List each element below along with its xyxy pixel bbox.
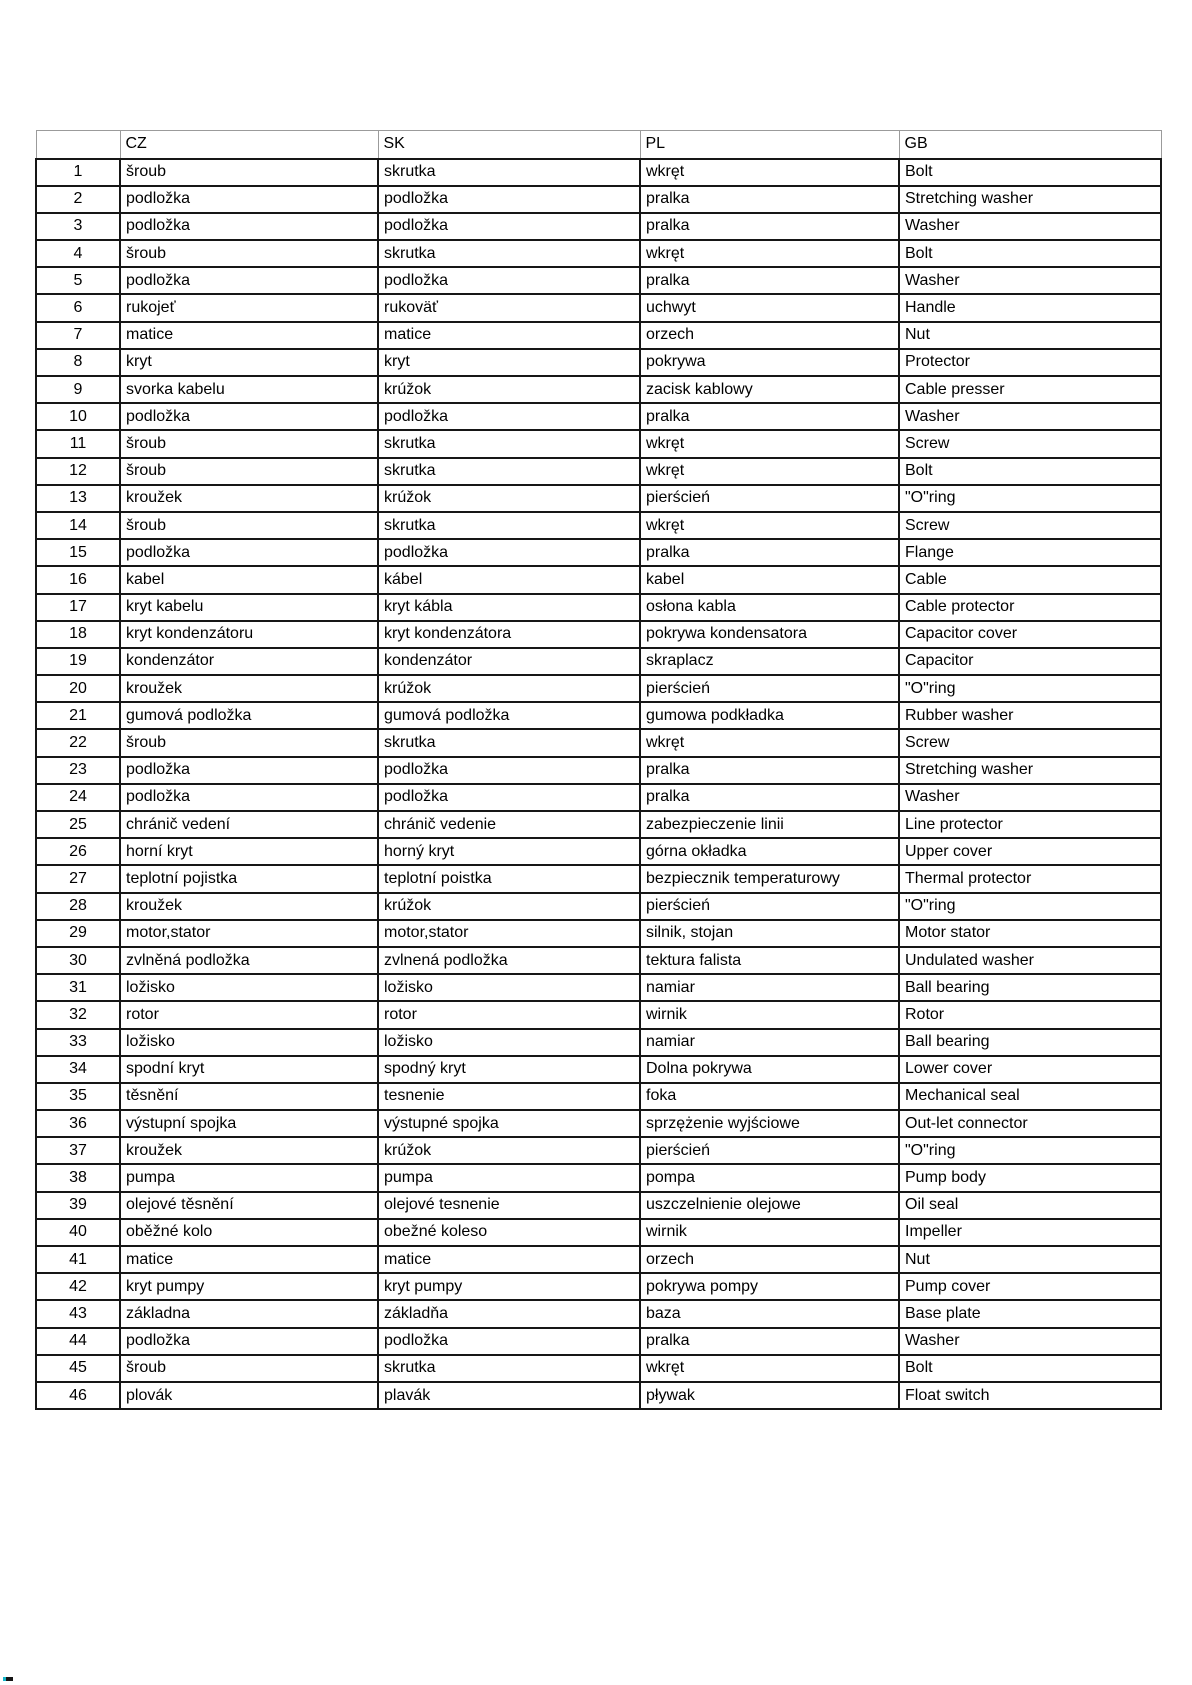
row-number-cell: 10 xyxy=(36,403,120,430)
table-row xyxy=(36,702,1161,729)
term-cell-cz: horní kryt xyxy=(120,838,378,865)
term-cell-gb: Cable presser xyxy=(899,376,1161,403)
term-cell-gb: "O"ring xyxy=(899,485,1161,512)
term-cell-pl: pralka xyxy=(640,267,899,294)
term-cell-cz: podložka xyxy=(120,267,378,294)
term-cell-gb: Screw xyxy=(899,729,1161,756)
term-cell-sk: plavák xyxy=(378,1382,640,1409)
term-cell-pl: baza xyxy=(640,1300,899,1327)
row-number-cell: 40 xyxy=(36,1219,120,1246)
table-row xyxy=(36,1001,1161,1028)
term-cell-cz: kroužek xyxy=(120,485,378,512)
table-row xyxy=(36,1083,1161,1110)
term-cell-sk: zvlnená podložka xyxy=(378,947,640,974)
row-number-cell: 30 xyxy=(36,947,120,974)
table-row xyxy=(36,539,1161,566)
table-row xyxy=(36,186,1161,213)
term-cell-pl: pralka xyxy=(640,1328,899,1355)
table-row xyxy=(36,757,1161,784)
term-cell-sk: podložka xyxy=(378,539,640,566)
term-cell-gb: Washer xyxy=(899,403,1161,430)
term-cell-gb: Cable xyxy=(899,566,1161,593)
term-cell-pl: zacisk kablowy xyxy=(640,376,899,403)
row-number-cell: 43 xyxy=(36,1300,120,1327)
table-row xyxy=(36,1246,1161,1273)
table-row xyxy=(36,485,1161,512)
row-number-cell: 37 xyxy=(36,1137,120,1164)
term-cell-sk: podložka xyxy=(378,1328,640,1355)
term-cell-pl: pływak xyxy=(640,1382,899,1409)
table-row xyxy=(36,811,1161,838)
term-cell-gb: Washer xyxy=(899,1328,1161,1355)
term-cell-sk: skrutka xyxy=(378,1355,640,1382)
term-cell-sk: matice xyxy=(378,1246,640,1273)
table-row xyxy=(36,1300,1161,1327)
term-cell-sk: krúžok xyxy=(378,1137,640,1164)
term-cell-pl: pralka xyxy=(640,186,899,213)
row-number-cell: 45 xyxy=(36,1355,120,1382)
term-cell-gb: Stretching washer xyxy=(899,186,1161,213)
term-cell-cz: podložka xyxy=(120,784,378,811)
term-cell-sk: rotor xyxy=(378,1001,640,1028)
table-row xyxy=(36,675,1161,702)
term-cell-gb: "O"ring xyxy=(899,675,1161,702)
row-number-cell: 29 xyxy=(36,920,120,947)
table-row xyxy=(36,1164,1161,1191)
row-number-cell: 38 xyxy=(36,1164,120,1191)
term-cell-gb: Oil seal xyxy=(899,1192,1161,1219)
term-cell-cz: podložka xyxy=(120,186,378,213)
term-cell-sk: skrutka xyxy=(378,430,640,457)
term-cell-sk: skrutka xyxy=(378,512,640,539)
term-cell-gb: Out-let connector xyxy=(899,1110,1161,1137)
term-cell-pl: Dolna pokrywa xyxy=(640,1056,899,1083)
row-number-cell: 36 xyxy=(36,1110,120,1137)
table-row xyxy=(36,621,1161,648)
header-cell-gb: GB xyxy=(899,131,1161,159)
term-cell-gb: Line protector xyxy=(899,811,1161,838)
row-number-cell: 6 xyxy=(36,294,120,321)
term-cell-pl: wkręt xyxy=(640,458,899,485)
term-cell-pl: pierścień xyxy=(640,675,899,702)
term-cell-sk: spodný kryt xyxy=(378,1056,640,1083)
term-cell-cz: šroub xyxy=(120,430,378,457)
row-number-cell: 34 xyxy=(36,1056,120,1083)
term-cell-cz: ložisko xyxy=(120,1029,378,1056)
term-cell-pl: uszczelnienie olejowe xyxy=(640,1192,899,1219)
term-cell-sk: skrutka xyxy=(378,159,640,186)
term-cell-cz: zvlněná podložka xyxy=(120,947,378,974)
term-cell-sk: výstupné spojka xyxy=(378,1110,640,1137)
term-cell-gb: Washer xyxy=(899,267,1161,294)
term-cell-sk: tesnenie xyxy=(378,1083,640,1110)
term-cell-cz: matice xyxy=(120,322,378,349)
term-cell-sk: podložka xyxy=(378,784,640,811)
term-cell-sk: ložisko xyxy=(378,1029,640,1056)
row-number-cell: 26 xyxy=(36,838,120,865)
term-cell-gb: Cable protector xyxy=(899,594,1161,621)
term-cell-pl: wkręt xyxy=(640,729,899,756)
table-row xyxy=(36,1328,1161,1355)
term-cell-sk: matice xyxy=(378,322,640,349)
row-number-cell: 24 xyxy=(36,784,120,811)
term-cell-cz: kabel xyxy=(120,566,378,593)
term-cell-sk: rukoväť xyxy=(378,294,640,321)
term-cell-cz: podložka xyxy=(120,213,378,240)
table-row xyxy=(36,240,1161,267)
row-number-cell: 2 xyxy=(36,186,120,213)
term-cell-cz: oběžné kolo xyxy=(120,1219,378,1246)
table-row xyxy=(36,430,1161,457)
term-cell-cz: kroužek xyxy=(120,893,378,920)
term-cell-pl: pokrywa xyxy=(640,349,899,376)
table-row xyxy=(36,1137,1161,1164)
term-cell-cz: chránič vedení xyxy=(120,811,378,838)
term-cell-gb: Base plate xyxy=(899,1300,1161,1327)
term-cell-pl: pokrywa pompy xyxy=(640,1273,899,1300)
term-cell-sk: podložka xyxy=(378,757,640,784)
header-row xyxy=(36,131,1161,159)
term-cell-gb: Screw xyxy=(899,430,1161,457)
table-row xyxy=(36,865,1161,892)
term-cell-cz: kroužek xyxy=(120,675,378,702)
header-cell-cz: CZ xyxy=(120,131,378,159)
term-cell-sk: kondenzátor xyxy=(378,648,640,675)
term-cell-sk: skrutka xyxy=(378,729,640,756)
term-cell-cz: kryt pumpy xyxy=(120,1273,378,1300)
term-cell-cz: spodní kryt xyxy=(120,1056,378,1083)
row-number-cell: 15 xyxy=(36,539,120,566)
row-number-cell: 28 xyxy=(36,893,120,920)
row-number-cell: 17 xyxy=(36,594,120,621)
header-cell-sk: SK xyxy=(378,131,640,159)
term-cell-sk: kryt kábla xyxy=(378,594,640,621)
row-number-cell: 25 xyxy=(36,811,120,838)
table-row xyxy=(36,566,1161,593)
term-cell-pl: pompa xyxy=(640,1164,899,1191)
term-cell-pl: bezpiecznik temperaturowy xyxy=(640,865,899,892)
term-cell-sk: teplotní poistka xyxy=(378,865,640,892)
row-number-cell: 11 xyxy=(36,430,120,457)
row-number-cell: 13 xyxy=(36,485,120,512)
term-cell-sk: krúžok xyxy=(378,485,640,512)
table-row xyxy=(36,648,1161,675)
table-row xyxy=(36,294,1161,321)
term-cell-gb: Ball bearing xyxy=(899,1029,1161,1056)
term-cell-cz: šroub xyxy=(120,729,378,756)
term-cell-gb: Capacitor xyxy=(899,648,1161,675)
row-number-cell: 31 xyxy=(36,974,120,1001)
term-cell-sk: kryt xyxy=(378,349,640,376)
term-cell-pl: sprzężenie wyjściowe xyxy=(640,1110,899,1137)
term-cell-cz: motor,stator xyxy=(120,920,378,947)
term-cell-pl: osłona kabla xyxy=(640,594,899,621)
table-row xyxy=(36,1110,1161,1137)
term-cell-cz: svorka kabelu xyxy=(120,376,378,403)
term-cell-pl: pierścień xyxy=(640,893,899,920)
term-cell-cz: rukojeť xyxy=(120,294,378,321)
term-cell-cz: těsnění xyxy=(120,1083,378,1110)
term-cell-gb: Handle xyxy=(899,294,1161,321)
term-cell-gb: Float switch xyxy=(899,1382,1161,1409)
row-number-cell: 44 xyxy=(36,1328,120,1355)
term-cell-pl: pierścień xyxy=(640,1137,899,1164)
term-cell-pl: zabezpieczenie linii xyxy=(640,811,899,838)
term-cell-pl: namiar xyxy=(640,1029,899,1056)
term-cell-cz: podložka xyxy=(120,539,378,566)
term-cell-gb: "O"ring xyxy=(899,893,1161,920)
table-row xyxy=(36,594,1161,621)
term-cell-sk: ložisko xyxy=(378,974,640,1001)
term-cell-pl: namiar xyxy=(640,974,899,1001)
row-number-cell: 8 xyxy=(36,349,120,376)
row-number-cell: 1 xyxy=(36,159,120,186)
table-row xyxy=(36,838,1161,865)
term-cell-cz: výstupní spojka xyxy=(120,1110,378,1137)
term-cell-sk: obežné koleso xyxy=(378,1219,640,1246)
term-cell-gb: Protector xyxy=(899,349,1161,376)
table-row xyxy=(36,267,1161,294)
table-row xyxy=(36,920,1161,947)
row-number-cell: 39 xyxy=(36,1192,120,1219)
term-cell-pl: pralka xyxy=(640,784,899,811)
term-cell-pl: wirnik xyxy=(640,1001,899,1028)
table-row xyxy=(36,893,1161,920)
table-row xyxy=(36,458,1161,485)
table-row xyxy=(36,974,1161,1001)
term-cell-sk: skrutka xyxy=(378,458,640,485)
term-cell-pl: silnik, stojan xyxy=(640,920,899,947)
row-number-cell: 20 xyxy=(36,675,120,702)
term-cell-sk: kábel xyxy=(378,566,640,593)
term-cell-gb: Stretching washer xyxy=(899,757,1161,784)
term-cell-pl: uchwyt xyxy=(640,294,899,321)
table-row xyxy=(36,1273,1161,1300)
term-cell-pl: wkręt xyxy=(640,1355,899,1382)
term-cell-gb: Pump body xyxy=(899,1164,1161,1191)
table-row xyxy=(36,947,1161,974)
term-cell-pl: pierścień xyxy=(640,485,899,512)
term-cell-sk: krúžok xyxy=(378,675,640,702)
term-cell-pl: foka xyxy=(640,1083,899,1110)
term-cell-sk: skrutka xyxy=(378,240,640,267)
table-row xyxy=(36,213,1161,240)
term-cell-pl: gumowa podkładka xyxy=(640,702,899,729)
term-cell-cz: rotor xyxy=(120,1001,378,1028)
term-cell-cz: šroub xyxy=(120,512,378,539)
term-cell-cz: šroub xyxy=(120,159,378,186)
row-number-cell: 21 xyxy=(36,702,120,729)
term-cell-cz: ložisko xyxy=(120,974,378,1001)
term-cell-sk: krúžok xyxy=(378,893,640,920)
term-cell-gb: Bolt xyxy=(899,1355,1161,1382)
term-cell-gb: Capacitor cover xyxy=(899,621,1161,648)
table-row xyxy=(36,1382,1161,1409)
term-cell-cz: podložka xyxy=(120,403,378,430)
row-number-cell: 5 xyxy=(36,267,120,294)
row-number-cell: 16 xyxy=(36,566,120,593)
row-number-cell: 7 xyxy=(36,322,120,349)
row-number-cell: 12 xyxy=(36,458,120,485)
table-row xyxy=(36,1192,1161,1219)
term-cell-gb: Washer xyxy=(899,213,1161,240)
table-row xyxy=(36,349,1161,376)
term-cell-cz: šroub xyxy=(120,240,378,267)
row-number-cell: 22 xyxy=(36,729,120,756)
table-row xyxy=(36,729,1161,756)
term-cell-pl: kabel xyxy=(640,566,899,593)
table-row xyxy=(36,322,1161,349)
term-cell-pl: wirnik xyxy=(640,1219,899,1246)
term-cell-gb: "O"ring xyxy=(899,1137,1161,1164)
term-cell-pl: pokrywa kondensatora xyxy=(640,621,899,648)
row-number-cell: 42 xyxy=(36,1273,120,1300)
term-cell-sk: základňa xyxy=(378,1300,640,1327)
row-number-cell: 32 xyxy=(36,1001,120,1028)
row-number-cell: 18 xyxy=(36,621,120,648)
term-cell-gb: Lower cover xyxy=(899,1056,1161,1083)
term-cell-pl: pralka xyxy=(640,757,899,784)
term-cell-sk: podložka xyxy=(378,403,640,430)
term-cell-pl: pralka xyxy=(640,403,899,430)
term-cell-sk: chránič vedenie xyxy=(378,811,640,838)
term-cell-gb: Nut xyxy=(899,322,1161,349)
table-row xyxy=(36,159,1161,186)
term-cell-pl: wkręt xyxy=(640,430,899,457)
term-cell-sk: gumová podložka xyxy=(378,702,640,729)
term-cell-sk: krúžok xyxy=(378,376,640,403)
row-number-cell: 41 xyxy=(36,1246,120,1273)
term-cell-sk: kryt pumpy xyxy=(378,1273,640,1300)
page-corner-artifact xyxy=(3,1677,13,1681)
term-cell-gb: Nut xyxy=(899,1246,1161,1273)
term-cell-gb: Bolt xyxy=(899,240,1161,267)
term-cell-pl: pralka xyxy=(640,539,899,566)
term-cell-gb: Impeller xyxy=(899,1219,1161,1246)
row-number-cell: 46 xyxy=(36,1382,120,1409)
term-cell-gb: Mechanical seal xyxy=(899,1083,1161,1110)
term-cell-cz: kryt xyxy=(120,349,378,376)
term-cell-cz: teplotní pojistka xyxy=(120,865,378,892)
term-cell-sk: podložka xyxy=(378,213,640,240)
header-cell-pl: PL xyxy=(640,131,899,159)
term-cell-sk: podložka xyxy=(378,267,640,294)
term-cell-sk: podložka xyxy=(378,186,640,213)
term-cell-pl: wkręt xyxy=(640,159,899,186)
row-number-cell: 35 xyxy=(36,1083,120,1110)
term-cell-cz: podložka xyxy=(120,757,378,784)
table-row xyxy=(36,512,1161,539)
term-cell-cz: pumpa xyxy=(120,1164,378,1191)
term-cell-pl: górna okładka xyxy=(640,838,899,865)
table-row xyxy=(36,1219,1161,1246)
table-row xyxy=(36,376,1161,403)
table-row xyxy=(36,1029,1161,1056)
term-cell-sk: olejové tesnenie xyxy=(378,1192,640,1219)
row-number-cell: 23 xyxy=(36,757,120,784)
term-cell-cz: kroužek xyxy=(120,1137,378,1164)
term-cell-cz: kondenzátor xyxy=(120,648,378,675)
term-cell-gb: Rotor xyxy=(899,1001,1161,1028)
term-cell-pl: tektura falista xyxy=(640,947,899,974)
term-cell-cz: plovák xyxy=(120,1382,378,1409)
term-cell-cz: základna xyxy=(120,1300,378,1327)
term-cell-gb: Motor stator xyxy=(899,920,1161,947)
term-cell-cz: šroub xyxy=(120,458,378,485)
term-cell-sk: kryt kondenzátora xyxy=(378,621,640,648)
term-cell-gb: Undulated washer xyxy=(899,947,1161,974)
term-cell-pl: wkręt xyxy=(640,240,899,267)
term-cell-gb: Upper cover xyxy=(899,838,1161,865)
row-number-cell: 33 xyxy=(36,1029,120,1056)
term-cell-cz: olejové těsnění xyxy=(120,1192,378,1219)
term-cell-cz: kryt kabelu xyxy=(120,594,378,621)
translation-table xyxy=(35,130,1162,1410)
term-cell-gb: Bolt xyxy=(899,458,1161,485)
term-cell-gb: Thermal protector xyxy=(899,865,1161,892)
term-cell-pl: wkręt xyxy=(640,512,899,539)
term-cell-pl: pralka xyxy=(640,213,899,240)
table-row xyxy=(36,1355,1161,1382)
header-cell-num xyxy=(36,131,120,159)
row-number-cell: 19 xyxy=(36,648,120,675)
term-cell-gb: Ball bearing xyxy=(899,974,1161,1001)
row-number-cell: 3 xyxy=(36,213,120,240)
row-number-cell: 27 xyxy=(36,865,120,892)
term-cell-cz: šroub xyxy=(120,1355,378,1382)
term-cell-sk: horný kryt xyxy=(378,838,640,865)
term-cell-sk: pumpa xyxy=(378,1164,640,1191)
term-cell-gb: Flange xyxy=(899,539,1161,566)
term-cell-gb: Pump cover xyxy=(899,1273,1161,1300)
term-cell-cz: podložka xyxy=(120,1328,378,1355)
row-number-cell: 9 xyxy=(36,376,120,403)
term-cell-gb: Washer xyxy=(899,784,1161,811)
term-cell-gb: Bolt xyxy=(899,159,1161,186)
term-cell-pl: orzech xyxy=(640,322,899,349)
term-cell-cz: matice xyxy=(120,1246,378,1273)
term-cell-pl: orzech xyxy=(640,1246,899,1273)
term-cell-cz: kryt kondenzátoru xyxy=(120,621,378,648)
term-cell-pl: skraplacz xyxy=(640,648,899,675)
term-cell-cz: gumová podložka xyxy=(120,702,378,729)
table-row xyxy=(36,403,1161,430)
row-number-cell: 4 xyxy=(36,240,120,267)
table-row xyxy=(36,784,1161,811)
term-cell-gb: Screw xyxy=(899,512,1161,539)
term-cell-sk: motor,stator xyxy=(378,920,640,947)
term-cell-gb: Rubber washer xyxy=(899,702,1161,729)
table-row xyxy=(36,1056,1161,1083)
row-number-cell: 14 xyxy=(36,512,120,539)
